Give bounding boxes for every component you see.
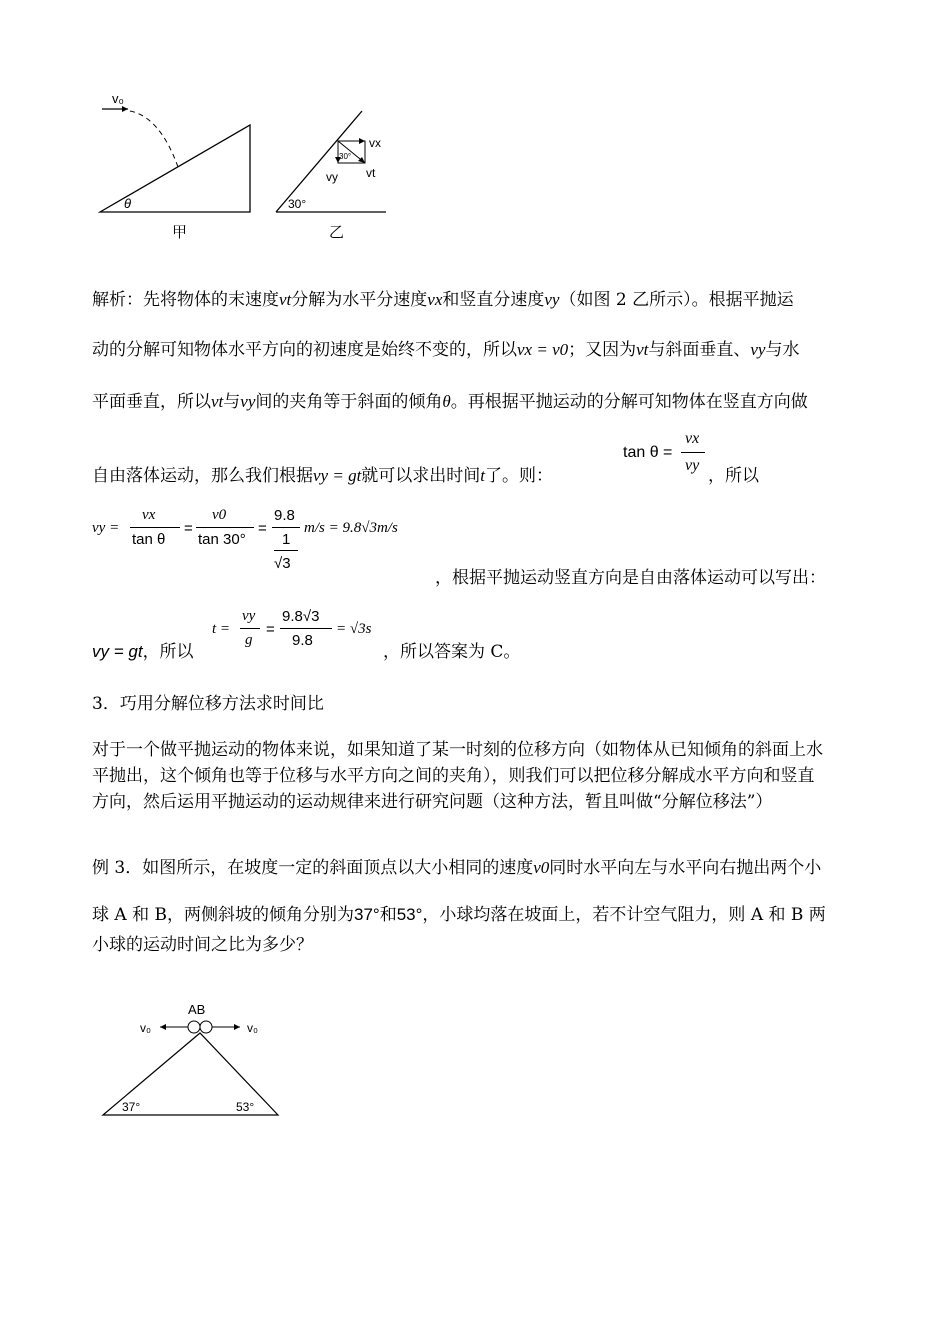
fraction-bar [681,452,705,453]
caption-yi: 乙 [329,224,345,241]
math-vt: vt [279,290,292,309]
math-v0: v0 [533,858,550,877]
analysis-line-1 [92,290,794,310]
math-tan-lhs: tan θ = [623,444,673,461]
math-eq3-f2n: 9.8√3 [282,608,320,625]
math-eq3-tail: = √3s [336,621,372,637]
method-line-3: 方向，然后运用平抛运动的运动规律来进行研究问题（这种方法，暂且叫做“分解位移法”） [92,792,773,812]
text-run: ，小球均落在坡面上，若不计空气阻力，则 A 和 B 两 [422,905,826,925]
analysis-line-4 [92,466,553,486]
text-run: ；又因为 [568,340,637,360]
ab-label: AB [188,1002,206,1017]
equation-t: t = vy g = 9.8√3 9.8 = √3s [212,608,372,649]
math-eq1-lhs: vy = [92,520,120,536]
text-run: 解析：先将物体的末速度 [92,290,279,310]
vt-label: vt [366,166,376,180]
analysis-line-3 [92,392,808,412]
vy-label: vy [326,170,338,184]
figure-double-incline [100,998,285,1120]
section-3-title: 3．巧用分解位移方法求时间比 [92,694,324,714]
analysis-line-2 [92,340,799,360]
v0-right-label: v₀ [247,1021,258,1035]
equation-vy: vy = vx tan θ = v0 tan 30° = 9.8 1 √3 m/s = 9.8√3m/s [92,507,398,572]
math-eq1-f3d-top: 1 [282,531,291,548]
text-run: 自由落体运动，那么我们根据 [92,466,313,486]
math-eq3-lhs: t = [212,621,231,637]
fraction-bar [272,527,300,528]
math-vy: vy [544,290,560,309]
angle30-label: 30° [288,197,307,211]
text-run: ，所以答案为 C。 [383,642,521,662]
v0-left-label: v₀ [140,1021,151,1035]
theta-label: θ [124,196,132,211]
text-run: 了。则： [485,466,554,486]
angle53-label: 53° [236,1100,255,1114]
text-run: ，所以 [142,642,194,662]
caption-jia: 甲 [172,224,188,241]
math-eq3-f2d: 9.8 [292,632,313,649]
math-vy-eq-gt: vy = gt [313,466,362,485]
analysis-line-6 [92,642,194,662]
fraction-bar [274,550,298,551]
math-vt: vt [636,340,649,359]
math-t: t [480,466,486,485]
text-run: 与水 [765,340,800,360]
math-eq2-lhs: vy = gt [92,642,143,661]
analysis-line-4-tail [708,466,759,486]
text-run: 。再根据平抛运动的分解可知物体在竖直方向做 [450,392,808,412]
text-run: （如图 2 乙所示）。根据平抛运 [559,290,794,310]
example-3-line-2 [92,905,826,925]
math-37: 37° [353,905,380,924]
math-frac-den: vy [685,457,700,474]
math-vt: vt [211,392,224,411]
text-run: ，所以 [708,466,759,486]
math-vy: vy [240,392,256,411]
method-line-1: 对于一个做平抛运动的物体来说，如果知道了某一时刻的位移方向（如物体从已知倾角的斜面上水 [92,740,823,760]
math-eq1-tail: m/s = 9.8√3m/s [304,520,398,536]
text-run: 和 [379,905,397,925]
math-eq3-f1d: g [245,632,253,648]
vx-label: vx [369,136,381,150]
fraction-bar [240,628,260,629]
text-run: 动的分解可知物体水平方向的初速度是始终不变的，所以 [92,340,517,360]
fraction-bar [196,527,254,528]
text-run: 例 3．如图所示，在坡度一定的斜面顶点以大小相同的速度 [92,858,534,878]
text-run: 就可以求出时间 [361,466,481,486]
analysis-line-5 [435,568,826,588]
math-eq1-f3n: 9.8 [274,507,295,524]
method-line-2: 平抛出，这个倾角也等于位移与水平方向之间的夹角），则我们可以把位移分解成水平方向和竖直 [92,766,815,786]
math-eq1-f3d-bot: √3 [274,555,291,572]
math-eq1-f2d: tan 30° [198,531,246,548]
fraction-bar [130,527,180,528]
math-vx: vx [427,290,443,309]
math-vy: vy [750,340,766,359]
text-run: 和竖直分速度 [442,290,545,310]
math-frac-num: vx [685,430,700,447]
text-run: 同时水平向左与水平向右抛出两个小 [549,858,822,878]
text-run: 与 [223,392,241,412]
text-run: 分解为水平分速度 [291,290,428,310]
fraction-bar [280,628,332,629]
small30-label: 30° [339,152,352,161]
text-run: 球 A 和 B，两侧斜坡的倾角分别为 [92,905,354,925]
math-vx-eq-v0: vx = v0 [517,340,569,359]
text-run: 与斜面垂直、 [648,340,751,360]
text-run: 间的夹角等于斜面的倾角 [255,392,443,412]
math-eq1-f1d: tan θ [132,531,166,548]
example-3-line-3: 小球的运动时间之比为多少？ [92,935,313,955]
text-run: 平面垂直，所以 [92,392,211,412]
angle37-label: 37° [122,1100,141,1114]
math-eq1-f2n: v0 [212,507,227,523]
example-3-line-1 [92,858,821,878]
math-theta: θ [442,392,451,411]
math-eq1-f1n: vx [142,507,156,523]
math-53: 53° [396,905,423,924]
math-eq3-f1n: vy [242,608,256,624]
v0-label: v₀ [112,91,124,106]
text-run: ，根据平抛运动竖直方向是自由落体运动可以写出： [435,568,826,588]
analysis-line-6-tail [383,642,520,662]
figure-incline-diagrams [90,85,400,245]
